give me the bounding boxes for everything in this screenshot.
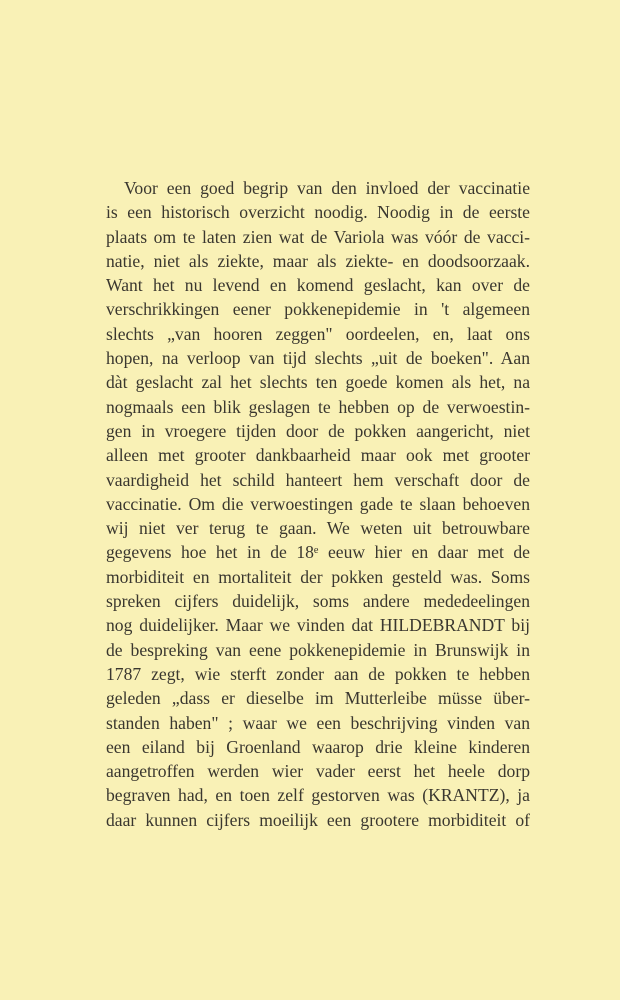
text-line: gegevens hoe het in de 18ᵉ eeuw hier en daar met de: [106, 542, 530, 563]
text-line: een eiland bij Groenland waarop drie kleine kinderen: [106, 736, 530, 757]
text-line: hopen, na verloop van tijd slechts „uit de boeken". Aan: [106, 348, 530, 369]
text-line: vaccinatie. Om die verwoestingen gade te slaan behoeven: [106, 493, 530, 514]
text-line: plaats om te laten zien wat de Variola was vóór de vacci-: [106, 226, 530, 247]
text-line: alleen met grooter dankbaarheid maar ook met grooter: [106, 445, 530, 466]
text-line: wij niet ver terug te gaan. We weten uit betrouwbare: [106, 518, 530, 539]
text-line: nogmaals een blik geslagen te hebben op de verwoestin-: [106, 396, 530, 417]
text-line: Want het nu levend en komend geslacht, kan over de: [106, 275, 530, 296]
text-line: de bespreking van eene pokkenepidemie in Brunswijk in: [106, 639, 530, 660]
text-line: begraven had, en toen zelf gestorven was (KRANTZ), ja: [106, 785, 530, 806]
text-line: gen in vroegere tijden door de pokken aangericht, niet: [106, 420, 530, 441]
text-line: nog duidelijker. Maar we vinden dat HILDEBRANDT bij: [106, 615, 530, 636]
text-line: dàt geslacht zal het slechts ten goede komen als het, na: [106, 372, 530, 393]
text-line: morbiditeit en mortaliteit der pokken gesteld was. Soms: [106, 566, 530, 587]
text-line: is een historisch overzicht noodig. Noodig in de eerste: [106, 202, 530, 223]
text-line: aangetroffen werden wier vader eerst het heele dorp: [106, 761, 530, 782]
text-line: geleden „dass er dieselbe im Mutterleibe müsse über-: [106, 688, 530, 709]
text-line: spreken cijfers duidelijk, soms andere mededeelingen: [106, 591, 530, 612]
text-line: slechts „van hooren zeggen" oordeelen, en, laat ons: [106, 323, 530, 344]
text-line: Voor een goed begrip van den invloed der vaccinatie: [124, 178, 530, 198]
body-text: [106, 176, 530, 832]
text-line: standen haben" ; waar we een beschrijving vinden van: [106, 712, 530, 733]
text-line: natie, niet als ziekte, maar als ziekte- en doodsoorzaak.: [106, 250, 530, 271]
text-line: daar kunnen cijfers moeilijk een grootere morbiditeit of: [106, 809, 530, 830]
text-line: 1787 zegt, wie sterft zonder aan de pokken te hebben: [106, 663, 530, 684]
text-line: vaardigheid het schild hanteert hem verschaft door de: [106, 469, 530, 490]
text-line: verschrikkingen eener pokkenepidemie in 't algemeen: [106, 299, 530, 320]
